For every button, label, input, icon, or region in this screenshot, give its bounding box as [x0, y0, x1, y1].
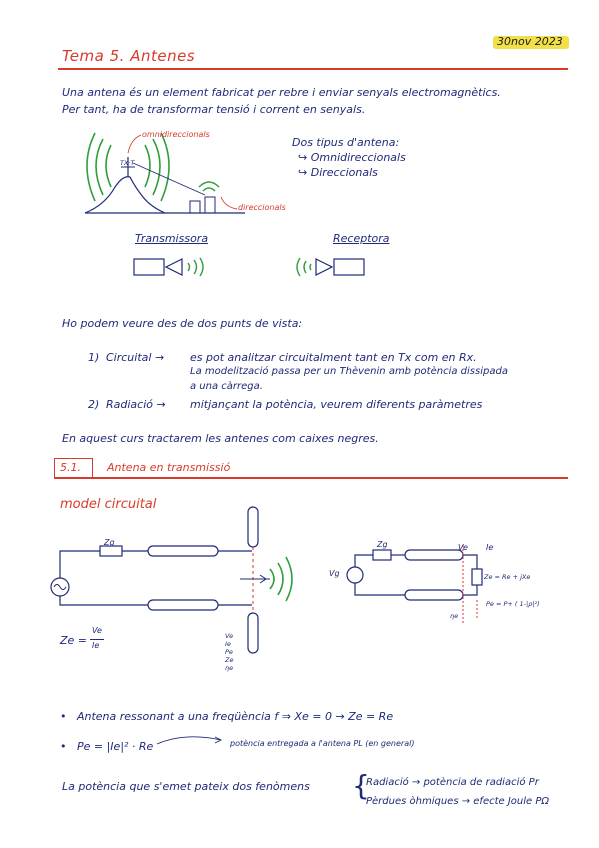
intro-line-2: Per tant, ha de transformar tensió i corrent en senyals. [62, 103, 366, 116]
final-branch-2: Pèrdues òhmiques → efecte Joule PΩ [366, 796, 550, 807]
bullet-1-text: Antena ressonant a una freqüència f ⇒ Xe = 0 → Ze = Re [76, 710, 394, 723]
tx-label: Transmissora [135, 232, 209, 245]
viewpoint-2-num: 2) [88, 398, 100, 411]
final-branch-1: Radiació → potència de radiació Pr [366, 777, 539, 788]
section-subtitle: model circuital [60, 497, 157, 512]
param-pe: Pe [225, 648, 233, 656]
antenna-type-1 [298, 151, 406, 164]
right-ie-label: Ie [486, 543, 494, 552]
left-params-list [225, 632, 233, 672]
label-omnidireccionals: omnidireccionals [142, 130, 210, 139]
left-ze-fraction-bar [90, 639, 104, 640]
section-number: 5.1. [60, 461, 81, 474]
title-underline [58, 68, 568, 70]
intro-line-1: Una antena és un element fabricat per rebre i enviar senyals electromagnètics. [62, 86, 501, 99]
viewpoint-2-head: Radiació → [106, 398, 166, 411]
bullet-2-text: Pe = |Ie|² · Re [76, 740, 154, 753]
viewpoint-2-line-1: mitjançant la potència, veurem diferents paràmetres [190, 398, 483, 411]
left-ze-numerator: Ve [92, 626, 102, 635]
right-ze-eq: Ze = Re + jXe [484, 573, 531, 581]
bullet-dot-icon: • [60, 710, 77, 723]
viewpoints-closing: En aquest curs tractarem les antenes com caixes negres. [62, 432, 379, 445]
right-pe-eq: Pe = P+ ( 1-|ρ|²) [486, 600, 540, 608]
transmitter-symbol [132, 255, 222, 279]
receiver-symbol [292, 255, 382, 279]
circuit-left-diagram [40, 505, 270, 655]
antenna-types-title: Dos tipus d'antena: [292, 136, 400, 149]
viewpoint-1-num: 1) [88, 351, 100, 364]
bullet-2-arrow [155, 734, 225, 748]
viewpoint-1-line-1: es pot analitzar circuitalment tant en Tx com en Rx. [190, 351, 477, 364]
param-ze: Ze [225, 656, 234, 664]
rx-label: Receptora [333, 232, 390, 245]
bullet-2 [60, 740, 153, 753]
final-text: La potència que s'emet pateix dos fenòmens [62, 780, 310, 793]
antenna-type-1-label: Omnidireccionals [310, 151, 406, 164]
left-zg-label: Zg [104, 538, 115, 547]
antenna-type-2 [298, 166, 378, 179]
viewpoints-intro: Ho podem veure des de dos punts de vista: [62, 317, 303, 330]
antenna-type-2-label: Direccionals [310, 166, 378, 179]
right-ve-label: Ve [458, 543, 468, 552]
label-direccionals: direccionals [238, 203, 286, 212]
bullet-1 [60, 710, 393, 723]
viewpoint-1-line-2: La modelització passa per un Thèvenin amb potència dissipada [190, 366, 508, 377]
arrow-icon: ↪ [298, 166, 311, 179]
radiation-waves [240, 555, 320, 605]
viewpoint-1-line-3: a una càrrega. [190, 381, 263, 392]
label-tx-tower: TX·T [120, 159, 135, 167]
right-vg-label: Vg [329, 569, 340, 578]
bullet-2-note: potència entregada a l'antena PL (en general) [230, 739, 415, 748]
section-title: Antena en transmissió [107, 461, 231, 474]
section-underline [54, 477, 568, 479]
page-date: 30nov 2023 [497, 35, 563, 48]
left-ze-denominator: Ie [92, 641, 100, 650]
arrow-icon: ↪ [298, 151, 311, 164]
right-eta-label: ηe [450, 612, 459, 620]
left-ze-lhs: Ze = [60, 634, 88, 647]
param-eta: ηe [225, 664, 234, 672]
page-title: Tema 5. Antenes [62, 47, 196, 65]
param-ie: Ie [225, 640, 231, 648]
viewpoint-1-head: Circuital → [106, 351, 165, 364]
param-ve: Ve [225, 632, 234, 640]
circuit-right-diagram [345, 545, 495, 625]
right-zg-label: Zg [377, 540, 388, 549]
bullet-dot-icon: • [60, 740, 77, 753]
brace-icon: { [352, 769, 370, 802]
